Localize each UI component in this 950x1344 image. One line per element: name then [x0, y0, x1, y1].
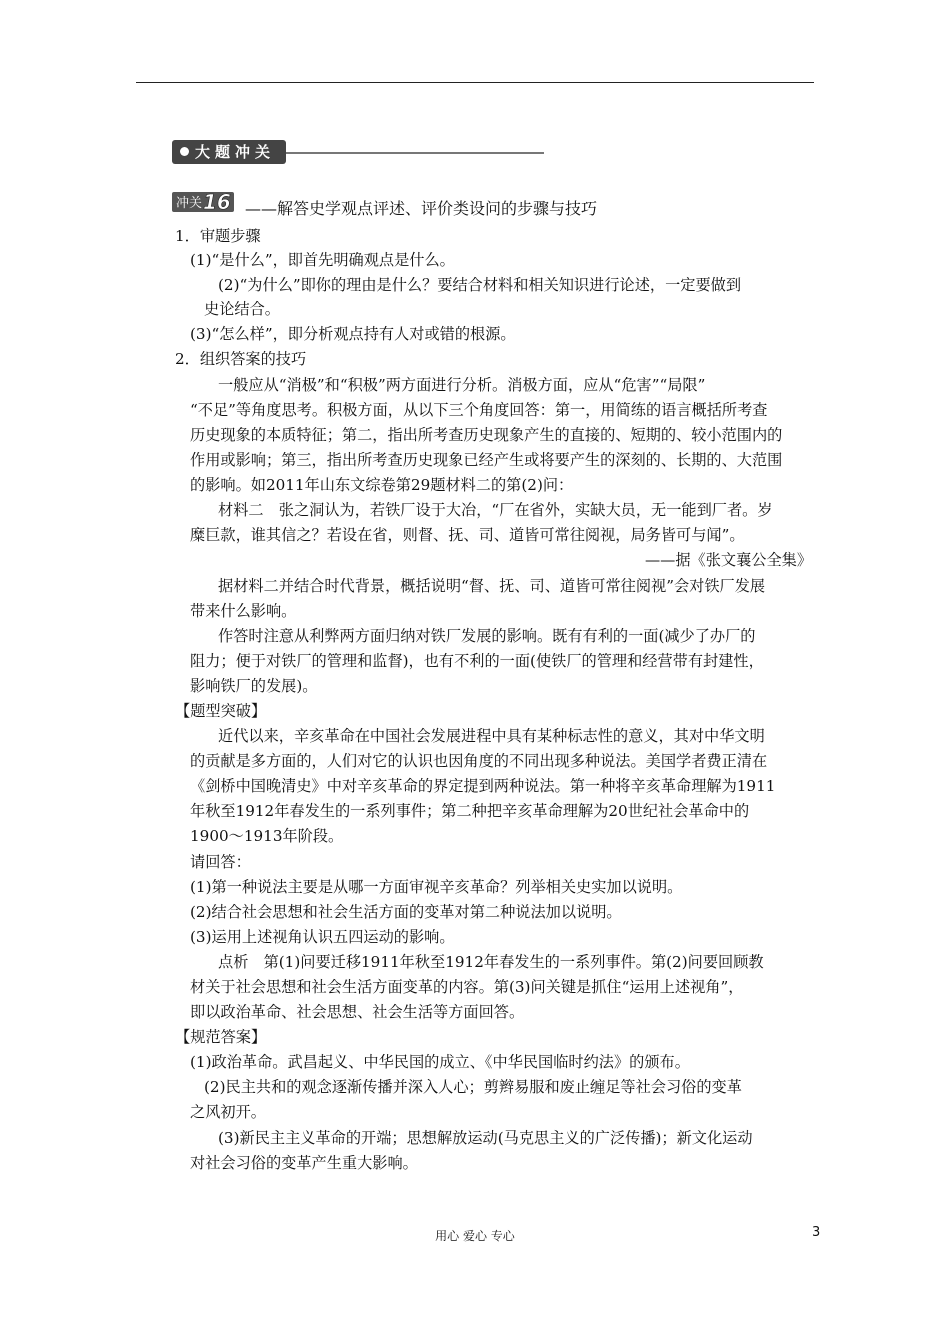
heading-answer: 【规范答案】 [175, 1028, 267, 1046]
text-line: 材关于社会思想和社会生活方面变革的内容。第(3)问关键是抓住“运用上述视角”， [190, 978, 744, 996]
text-line: 《剑桥中国晚清史》中对辛亥革命的界定提到两种说法。第一种将辛亥革命理解为1911 [190, 777, 776, 795]
text-line: “不足”等角度思考。积极方面，从以下三个角度回答：第一，用简练的语言概括所考查 [190, 401, 768, 419]
section-badge [172, 140, 286, 164]
text-line: 糜巨款，谁其信之？若设在省，则督、抚、司、道皆可常往阅视，局务皆可与闻”。 [190, 526, 745, 544]
citation: ——据《张文襄公全集》 [644, 551, 812, 569]
bullet-dot-icon [180, 147, 189, 156]
text-line: 历史现象的本质特征；第二，指出所考查历史现象产生的直接的、短期的、较小范围内的 [190, 426, 783, 444]
section-label: 大题冲关 [195, 143, 276, 161]
text-line: 带来什么影响。 [190, 602, 297, 620]
chong-prefix: 冲关 [176, 196, 203, 211]
section-rule [286, 152, 544, 154]
text-line: 一般应从“消极”和“积极”两方面进行分析。消极方面，应从“危害”“局限” [218, 376, 706, 394]
answer-item: (3)新民主主义革命的开端；思想解放运动(马克思主义的广泛传播)；新文化运动 [218, 1129, 753, 1147]
text-line: (2)“为什么”即你的理由是什么？要结合材料和相关知识进行论述，一定要做到 [218, 276, 742, 294]
question-item: (1)第一种说法主要是从哪一方面审视辛亥革命？列举相关史实加以说明。 [190, 878, 683, 896]
question-item: (3)运用上述视角认识五四运动的影响。 [190, 928, 455, 946]
text-line: 的影响。如2011年山东文综卷第29题材料二的第(2)问： [190, 476, 574, 494]
heading-steps: 1．审题步骤 [175, 227, 261, 245]
top-rule [136, 82, 814, 83]
chong-number: 16 [203, 190, 231, 214]
heading-technique: 2．组织答案的技巧 [175, 350, 307, 368]
text-line: 对社会习俗的变革产生重大影响。 [190, 1154, 418, 1172]
footer-text: 用心 爱心 专心 [435, 1229, 515, 1243]
text-line: (1)“是什么”，即首先明确观点是什么。 [190, 251, 455, 269]
answer-item: (1)政治革命。武昌起义、中华民国的成立、《中华民国临时约法》的颁布。 [190, 1053, 690, 1071]
text-line: 作答时注意从利弊两方面归纳对铁厂发展的影响。既有有利的一面(减少了办厂的 [218, 627, 756, 645]
text-line: 材料二 张之洞认为，若铁厂设于大冶，“厂在省外，实缺大员，无一能到厂者。岁 [218, 501, 773, 519]
text-line: 即以政治革命、社会思想、社会生活等方面回答。 [190, 1003, 525, 1021]
page-number: 3 [812, 1225, 821, 1240]
text-line: 年秋至1912年春发生的一系列事件；第二种把辛亥革命理解为20世纪社会革命中的 [190, 802, 750, 820]
text-line: 史论结合。 [204, 300, 280, 318]
text-line: 点析 第(1)问要迁移1911年秋至1912年春发生的一系列事件。第(2)问要回顾教 [218, 953, 764, 971]
question-item: (2)结合社会思想和社会生活方面的变革对第二种说法加以说明。 [190, 903, 622, 921]
text-line: 1900～1913年阶段。 [190, 827, 344, 845]
text-line: 近代以来，辛亥革命在中国社会发展进程中具有某种标志性的意义，其对中华文明 [218, 727, 765, 745]
answer-item: (2)民主共和的观念逐渐传播并深入人心；剪辫易服和废止缠足等社会习俗的变革 [204, 1078, 742, 1096]
text-line: 请回答： [190, 853, 251, 871]
chong-title: ——解答史学观点评述、评价类设问的步骤与技巧 [245, 199, 598, 218]
text-line: 之风初开。 [190, 1103, 266, 1121]
text-line: 作用或影响；第三，指出所考查历史现象已经产生或将要产生的深刻的、长期的、大范围 [190, 451, 783, 469]
text-line: 的贡献是多方面的，人们对它的认识也因角度的不同出现多种说法。美国学者费正清在 [190, 752, 768, 770]
chong-badge [172, 192, 234, 212]
text-line: (3)“怎么样”，即分析观点持有人对或错的根源。 [190, 325, 516, 343]
text-line: 阻力；便于对铁厂的管理和监督)，也有不利的一面(使铁厂的管理和经营带有封建性， [190, 652, 764, 670]
heading-breakthrough: 【题型突破】 [175, 702, 267, 720]
text-line: 据材料二并结合时代背景，概括说明“督、抚、司、道皆可常往阅视”会对铁厂发展 [218, 577, 766, 595]
text-line: 影响铁厂的发展)。 [190, 677, 318, 695]
